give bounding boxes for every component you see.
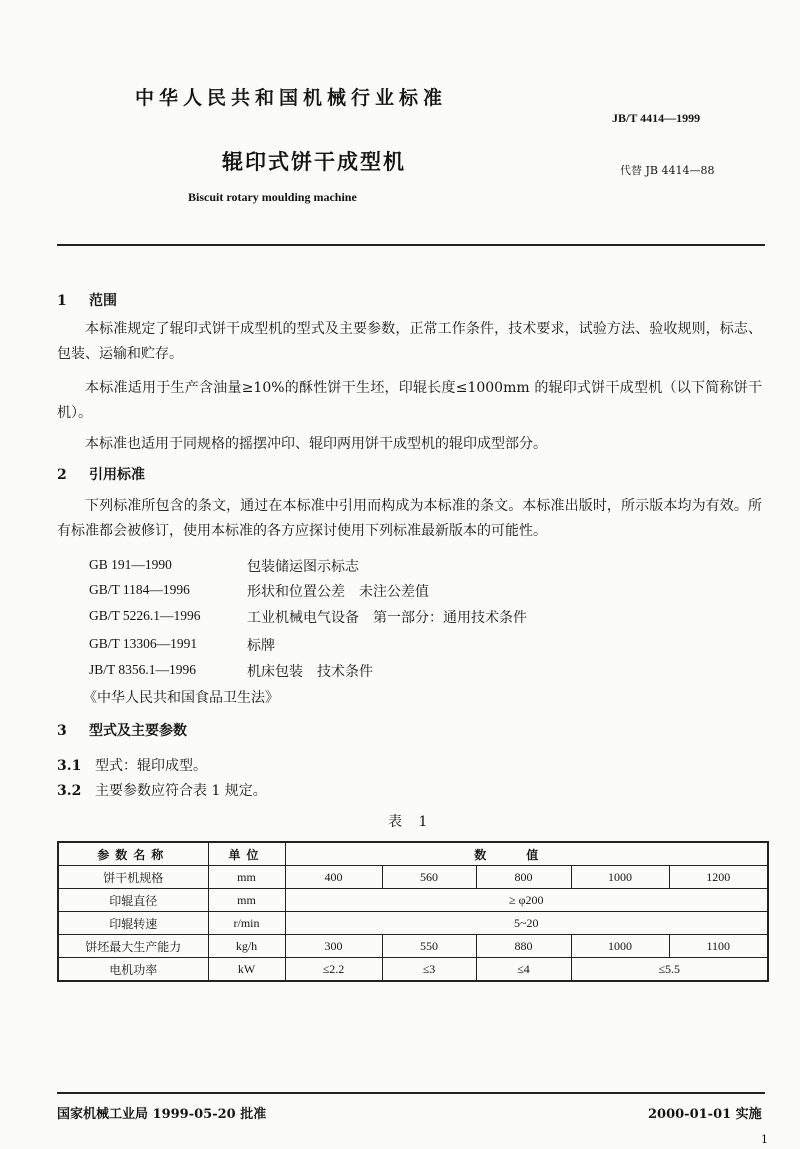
value-cell-merged: ≤5.5 — [571, 958, 768, 982]
param-name-cell: 印辊直径 — [58, 889, 208, 912]
section-2-paragraph-1: 下列标准所包含的条文，通过在本标准中引用而构成为本标准的条文。本标准出版时，所示版本均为有效。所有标准都会被修订，使用本标准的各方应探讨使用下列标准最新版本的可能性。 — [57, 498, 762, 539]
clause-text: 主要参数应符合表 1 规定。 — [95, 783, 267, 799]
section-title: 范围 — [89, 293, 117, 309]
table-row — [58, 866, 768, 889]
section-number: 2 — [57, 467, 67, 483]
section-3-heading — [57, 720, 187, 740]
header-param-name: 参数名称 — [58, 842, 208, 866]
reference-name: 机床包装 技术条件 — [247, 664, 373, 680]
param-name-cell: 饼干机规格 — [58, 866, 208, 889]
standard-number: JB/T 4414—1999 — [612, 111, 701, 125]
issuing-organization: 中华人民共和国机械行业标准 — [135, 87, 448, 109]
value-cell: 1100 — [669, 935, 768, 958]
clause-number: 3.2 — [57, 783, 82, 799]
value-cell-merged: 5~20 — [285, 912, 768, 935]
clause-text: 型式：辊印成型。 — [95, 758, 207, 774]
section-2-heading — [57, 464, 145, 484]
value-cell: ≤2.2 — [285, 958, 382, 982]
table-caption: 表 1 — [388, 814, 434, 830]
value-cell: 560 — [382, 866, 476, 889]
clause-3-1 — [57, 755, 207, 775]
reference-code: GB/T 1184—1996 — [89, 582, 190, 597]
section-number: 1 — [57, 293, 67, 309]
value-cell: 1200 — [669, 866, 768, 889]
table-row — [58, 912, 768, 935]
unit-cell: kW — [208, 958, 285, 982]
parameters-table — [57, 841, 769, 982]
reference-code: GB/T 13306—1991 — [89, 636, 198, 651]
param-name-cell: 饼坯最大生产能力 — [58, 935, 208, 958]
header-value: 数值 — [285, 842, 768, 866]
value-cell-merged: ≥ φ200 — [285, 889, 768, 912]
value-cell: 300 — [285, 935, 382, 958]
english-title: Biscuit rotary moulding machine — [188, 190, 357, 204]
reference-code: GB 191—1990 — [89, 557, 172, 572]
section-1-heading — [57, 290, 117, 310]
section-1-paragraph-1: 本标准规定了辊印式饼干成型机的型式及主要参数，正常工作条件，技术要求，试验方法、验收规则，标志、包装、运输和贮存。 — [57, 321, 762, 362]
value-cell: ≤4 — [476, 958, 571, 982]
table-header-row — [58, 842, 768, 866]
clause-3-2 — [57, 780, 267, 800]
table-row — [58, 935, 768, 958]
section-title: 引用标准 — [89, 467, 145, 483]
section-title: 型式及主要参数 — [89, 723, 187, 739]
reference-code: GB/T 5226.1—1996 — [89, 608, 201, 623]
referenced-law: 《中华人民共和国食品卫生法》 — [83, 690, 279, 706]
reference-name: 包装储运图示标志 — [247, 559, 359, 575]
section-1-paragraph-3: 本标准也适用于同规格的摇摆冲印、辊印两用饼干成型机的辊印成型部分。 — [85, 436, 547, 452]
unit-cell: mm — [208, 866, 285, 889]
page-number: 1 — [761, 1133, 768, 1146]
header-unit: 单位 — [208, 842, 285, 866]
approval-note: 国家机械工业局 1999-05-20 批准 — [57, 1107, 267, 1122]
reference-name: 形状和位置公差 未注公差值 — [247, 584, 429, 600]
replaces-note: 代替 JB 4414—88 — [620, 164, 715, 177]
value-cell: 550 — [382, 935, 476, 958]
unit-cell: r/min — [208, 912, 285, 935]
reference-name: 标牌 — [247, 638, 275, 654]
footer-divider — [57, 1092, 765, 1094]
reference-code: JB/T 8356.1—1996 — [89, 662, 197, 677]
header-divider — [57, 244, 765, 246]
section-1-paragraph-2: 本标准适用于生产含油量≥10%的酥性饼干生坯，印辊长度≤1000mm 的辊印式饼干成型机（以下简称饼干机）。 — [57, 380, 762, 421]
effective-date: 2000-01-01 实施 — [648, 1107, 762, 1122]
table-row — [58, 958, 768, 982]
table-row — [58, 889, 768, 912]
unit-cell: mm — [208, 889, 285, 912]
value-cell: ≤3 — [382, 958, 476, 982]
section-number: 3 — [57, 723, 67, 739]
value-cell: 1000 — [571, 935, 669, 958]
value-cell: 1000 — [571, 866, 669, 889]
value-cell: 400 — [285, 866, 382, 889]
unit-cell: kg/h — [208, 935, 285, 958]
clause-number: 3.1 — [57, 758, 82, 774]
page-title: 辊印式饼干成型机 — [222, 149, 406, 174]
value-cell: 880 — [476, 935, 571, 958]
param-name-cell: 电机功率 — [58, 958, 208, 982]
reference-name: 工业机械电气设备 第一部分：通用技术条件 — [247, 610, 527, 626]
value-cell: 800 — [476, 866, 571, 889]
param-name-cell: 印辊转速 — [58, 912, 208, 935]
